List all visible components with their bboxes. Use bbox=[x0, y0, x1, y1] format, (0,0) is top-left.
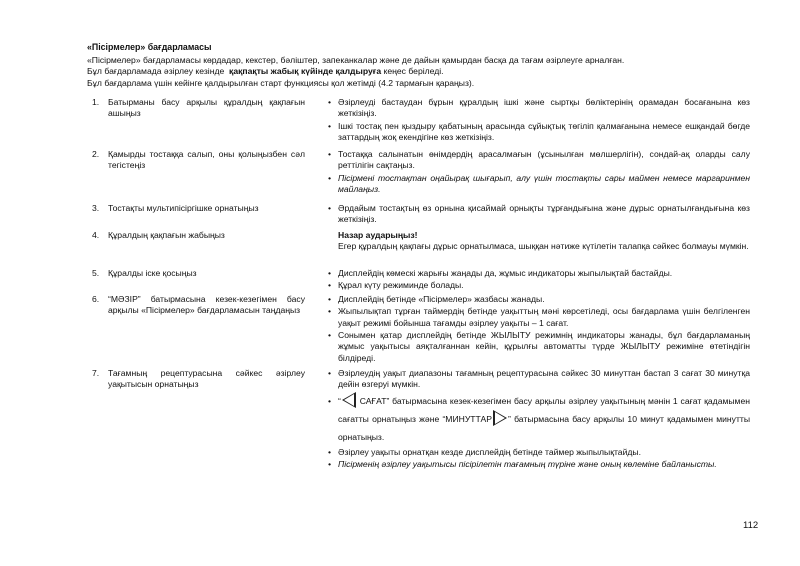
step-4-warning bbox=[326, 230, 750, 253]
bullet: • Құрал күту режиминде болады. bbox=[326, 280, 750, 291]
intro-line-1: «Пісірмелер» бағдарламасы көрдадар, кекстер, бәліштер, запеканкалар және де дайын қамырдан басқа да тағам әзірлеуге арналған. bbox=[87, 55, 625, 65]
warning-text: Егер құралдың қақпағы дұрыс орнатылмаса, шыққан нәтиже күтілетін талапқа сәйкес болмауы мүмкін. bbox=[338, 241, 749, 252]
bullet: • Әзірлеу уақыты орнатқан кезде дисплейдің бетінде таймер жыпылықтайды. bbox=[326, 447, 750, 458]
step-5-description bbox=[326, 268, 750, 293]
intro-line-3: Бұл бағдарлама үшін кейінге қалдырылған старт функциясы қол жетімді (4.2 тармағын қараңыз). bbox=[87, 77, 475, 88]
step-2: 2. Қамырды тостаққа салып, оны қолыңызбен сәл тегістеңіз bbox=[92, 149, 305, 171]
bullet: • Әзірлеудің уақыт диапазоны тағамның рецептурасына сәйкес 30 минуттан бастап 3 сағат 30 минутқа дейін өзгеруі мүмкін. bbox=[326, 368, 750, 391]
step-7-description bbox=[326, 368, 750, 472]
italic-note: • Пісірменің әзірлеу уақытысы пісірілетін тағамның түріне және оның көлеміне байланысты. bbox=[326, 459, 750, 470]
step-7: 7. Тағамның рецептурасына сәйкес әзірлеу уақытысын орнатыңыз bbox=[92, 368, 305, 390]
hour-button-icon bbox=[342, 392, 356, 408]
intro-text bbox=[87, 55, 767, 89]
step-4: 4. Құралдың қақпағын жабыңыз bbox=[92, 230, 225, 240]
step-1-description bbox=[326, 97, 750, 144]
bullet: • Әрдайым тостақтың өз орнына қисаймай орнықты тұрғандығына және дұрыс орнатылғандығына көз жеткізіңіз. bbox=[326, 203, 750, 226]
bullet: • Әзірлеуді бастаудан бұрын құралдың ішкі және сыртқы бөліктерінің орамадан босағанына көз жеткізіңіз. bbox=[326, 97, 750, 120]
step-1: 1. Батырманы басу арқылы құралдың қақпағын ашыңыз bbox=[92, 97, 305, 119]
step-6-description bbox=[326, 294, 750, 365]
bullet: • Сонымен қатар дисплейдің бетінде ЖЫЛЫТУ режимнің индикаторы жанады, бұл бағдарламаның жұмыс уақытысы аяқталғаннан кейін, құрылғы автоматты түрде ЖЫЛЫТУ режиміне өтетіндігін білдіреді. bbox=[326, 330, 750, 364]
italic-note: • Пісірмені тостақтан оңайырақ шығарып, алу үшін тостақты сары маймен немесе маргаринмен майлаңыз. bbox=[326, 173, 750, 196]
step-3: 3. Тостақты мультипісіргішке орнатыңыз bbox=[92, 203, 259, 213]
intro-bold-phrase: қақпақты жабық күйінде қалдыруға bbox=[229, 66, 382, 77]
bullet: • Дисплейдің бетінде «Пісірмелер» жазбасы жанады. bbox=[326, 294, 750, 305]
intro-line-2: Бұл бағдарламада әзірлеу кезінде қақпақты жабық күйінде қалдыруға кеңес беріледі. bbox=[87, 66, 444, 77]
warning-title: Назар аударыңыз! bbox=[338, 230, 418, 240]
step-6: 6. “МӘЗІР” батырмасына кезек-кезегімен басу арқылы «Пісірмелер» бағдарламасын таңдаңыз bbox=[92, 294, 305, 316]
step-2-description bbox=[326, 149, 750, 196]
step-5: 5. Құралды іске қосыңыз bbox=[92, 268, 197, 278]
page-number: 112 bbox=[743, 520, 759, 531]
bullet: • Ішкі тостақ пен қыздыру қабатының арасында сұйықтық төгіліп қалмағанына немесе ешқандай бөгде заттардың жоқ екендігіне көз жеткізіңіз. bbox=[326, 121, 750, 144]
minutes-button-icon bbox=[493, 410, 507, 426]
bullet: • Тостаққа салынатын өнімдердің арасалмағын (ұсынылған мөлшерлігін), сондай-ақ оларды салу реттілігін сақтаңыз. bbox=[326, 149, 750, 172]
bullet: • Жыпылықтап тұрған таймердің бетінде уақыттың мәні көрсетіледі, осы бағдарлама үшін белгіленген уақыт режимі бойынша тағамды әзірлеу уақыты – 1 сағат. bbox=[326, 306, 750, 329]
step-3-description bbox=[326, 203, 750, 227]
bullet: • Дисплейдің көмескі жарығы жаңады да, жұмыс индикаторы жыпылықтай бастайды. bbox=[326, 268, 750, 279]
bullet-buttons: • “ САҒАТ” батырмасына кезек-кезегімен басу арқылы әзірлеу уақытының мәнін 1 сағат қадамымен сағатты орнатыңыз және “МИНУТТАР ” батырмасына басу арқылы 10 минут қадамымен минутты орнатыңыз. bbox=[326, 392, 750, 446]
section-title: «Пісірмелер» бағдарламасы bbox=[87, 42, 212, 52]
